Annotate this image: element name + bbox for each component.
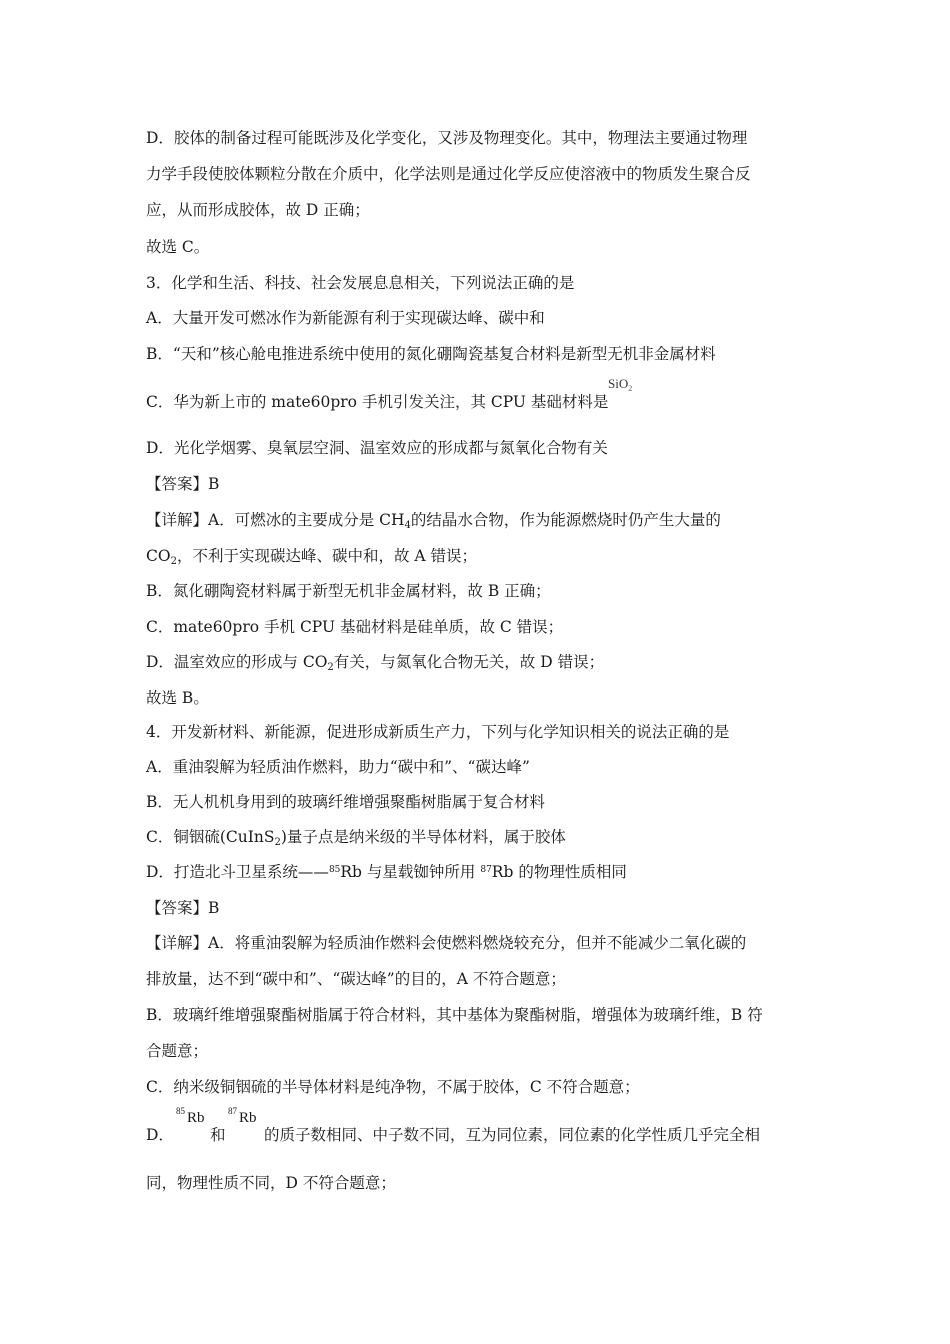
q3-option-a: A．大量开发可燃冰作为新能源有利于实现碳达峰、碳中和 [146,309,545,327]
q4-option-c: C．铜铟硫(CuInS$_2$)量子点是纳米级的半导体材料，属于胶体 [146,828,566,848]
q3-option-d: D．光化学烟雾、臭氧层空洞、温室效应的形成都与氮氧化合物有关 [146,439,608,457]
q3-explanation-a-line2: $CO_2$，不利于实现碳达峰、碳中和，故 A 错误； [146,547,478,567]
q4-explanation-d-line2: 同，物理性质不同，D 不符合题意； [146,1174,396,1192]
rb85-symbol: $^{85}$ Rb [176,1106,205,1126]
q3-option-c: C．华为新上市的 mate60pro 手机引发关注，其 CPU 基础材料是 [146,393,609,411]
q4-option-b: B．无人机机身用到的玻璃纤维增强聚酯树脂属于复合材料 [146,793,545,811]
q3-explanation-b: B．氮化硼陶瓷材料属于新型无机非金属材料，故 B 正确； [146,582,551,600]
q4-option-a: A．重油裂解为轻质油作燃料，助力“碳中和”、“碳达峰” [146,758,530,776]
q4-explanation-c: C．纳米级铜铟硫的半导体材料是纯净物，不属于胶体，C 不符合题意； [146,1078,640,1096]
q3-option-c-formula: SiO$_2$ [608,376,633,393]
q2-explanation-d-line2: 力学手段使胶体颗粒分散在介质中，化学法则是通过化学反应使溶液中的物质发生聚合反 [146,165,751,183]
q4-explanation-d-and: 和 [210,1126,226,1144]
q3-explanation-a-line1: 【详解】A．可燃冰的主要成分是 $CH_4$的结晶水合物，作为能源燃烧时仍产生大量的 [146,511,721,531]
rb87-symbol: $^{87}$ Rb [228,1106,257,1126]
q4-explanation-d-label: D． [146,1126,174,1144]
q2-conclusion: 故选 C。 [146,238,210,256]
q3-explanation-d: D．温室效应的形成与 $CO_2$有关，与氮氧化合物无关，故 D 错误； [146,653,605,673]
q3-conclusion: 故选 B。 [146,689,209,707]
q4-answer: 【答案】B [146,899,220,917]
q4-explanation-d-line1: 的质子数相同、中子数不同，互为同位素，同位素的化学性质几乎完全相 [264,1126,761,1144]
q4-stem: 4．开发新材料、新能源，促进形成新质生产力，下列与化学知识相关的说法正确的是 [146,723,730,741]
q3-stem: 3．化学和生活、科技、社会发展息息相关，下列说法正确的是 [146,274,575,292]
q4-explanation-b-line2: 合题意； [146,1042,209,1060]
q3-explanation-c: C．mate60pro 手机 CPU 基础材料是硅单质，故 C 错误； [146,618,564,636]
q2-explanation-d-line1: D．胶体的制备过程可能既涉及化学变化，又涉及物理变化。其中，物理法主要通过物理 [146,129,748,147]
q4-option-d: D．打造北斗卫星系统——$^{85}$Rb 与星载铷钟所用 $^{87}$Rb 的物理性质相同 [146,863,627,881]
q4-explanation-a-line2: 排放量，达不到“碳中和”、“碳达峰”的目的，A 不符合题意； [146,970,566,988]
q3-option-b: B．“天和”核心舱电推进系统中使用的氮化硼陶瓷基复合材料是新型无机非金属材料 [146,345,716,363]
q4-explanation-b-line1: B．玻璃纤维增强聚酯树脂属于符合材料，其中基体为聚酯树脂，增强体为玻璃纤维，B 符 [146,1006,763,1024]
q3-answer: 【答案】B [146,475,220,493]
q4-explanation-a-line1: 【详解】A．将重油裂解为轻质油作燃料会使燃料燃烧较充分，但并不能减少二氧化碳的 [146,934,747,952]
q2-explanation-d-line3: 应，从而形成胶体，故 D 正确； [146,201,370,219]
